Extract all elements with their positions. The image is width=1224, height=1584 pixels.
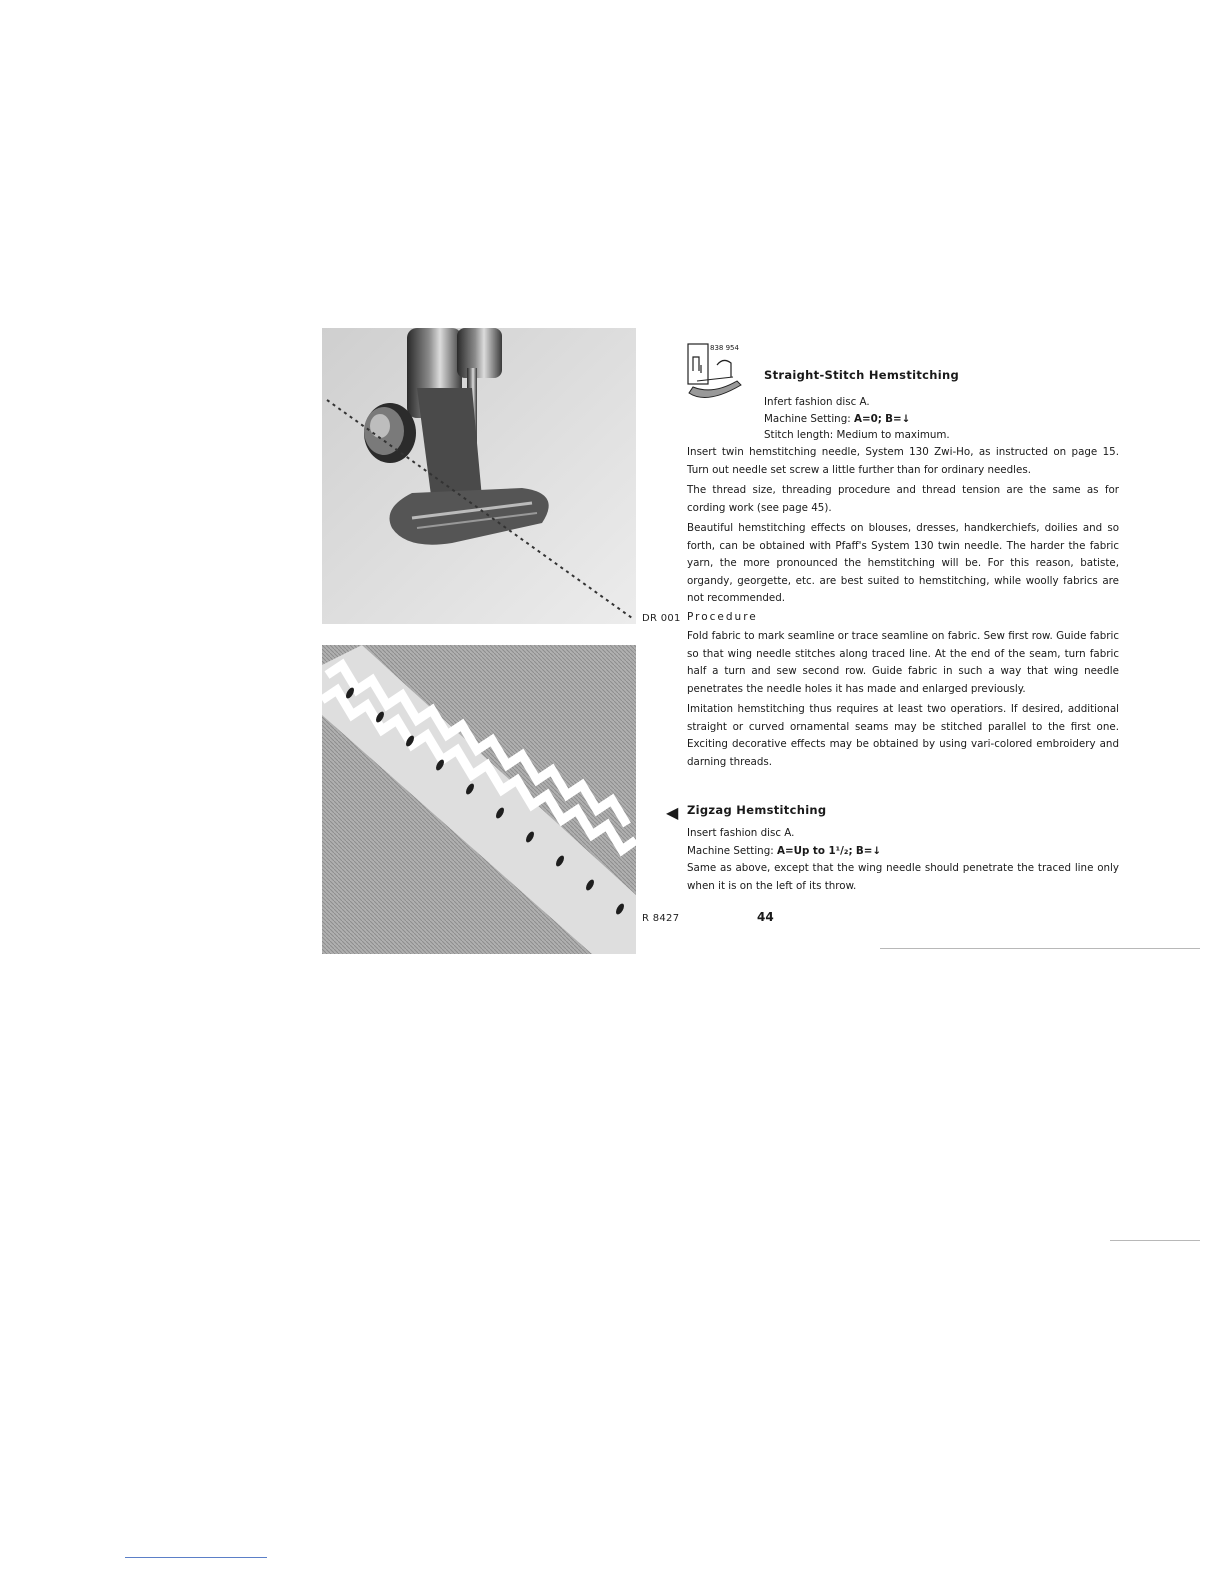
scan-rule	[1110, 1240, 1200, 1241]
down-arrow-icon: ↓	[872, 844, 881, 857]
fashion-disc-line: Insert fashion disc A.	[687, 827, 795, 839]
paragraph: Insert twin hemstitching needle, System 130 Zwi-Ho, as instructed on page 15. Turn out needle set screw a little further than for ordinary needles.	[687, 446, 1119, 476]
section1-settings	[764, 394, 1064, 444]
setting-label: Machine Setting:	[687, 844, 774, 857]
presser-foot-photo	[322, 328, 636, 624]
paragraph: Beautiful hemstitching effects on blouses, dresses, handkerchiefs, doilies and so forth, can be obtained with Pfaff's System 130 twin needle. The harder the fabric yarn, the more pronounced the hemstitching will be. For this reason, batiste, organdy, georgette, etc. are best suited to hemstitching, while woolly fabrics are not recommended.	[687, 522, 1119, 604]
section-title-zigzag: Zigzag Hemstitching	[687, 803, 827, 817]
section2-body	[687, 825, 1119, 895]
machine-setting-line	[764, 411, 1064, 428]
part-number: 838 954	[710, 344, 739, 352]
setting-label: Machine Setting:	[764, 412, 851, 425]
paragraph: Same as above, except that the wing needle should penetrate the traced line only when it is on the left of its throw.	[687, 862, 1119, 892]
paragraph: Imitation hemstitching thus requires at least two operatiors. If desired, additional straight or curved ornamental seams may be stitched parallel to the first one. Exciting decorative effects may be obtained by using vari-colored embroidery and darning threads.	[687, 703, 1119, 768]
procedure-body	[687, 628, 1119, 771]
machine-setting-line	[687, 843, 1119, 861]
figure-label-dr001: DR 001	[642, 613, 681, 624]
zigzag-hemstitch-photo	[322, 645, 636, 954]
setting-a: A=Up to 1¹/₂;	[777, 844, 853, 857]
setting-b: B=	[885, 412, 902, 425]
section1-body	[687, 444, 1119, 608]
down-arrow-icon: ↓	[901, 412, 911, 425]
scan-rule	[125, 1557, 267, 1558]
presser-foot-icon	[687, 343, 743, 409]
figure-label-r8427: R 8427	[642, 913, 680, 924]
fashion-disc-line: Infert fashion disc A.	[764, 396, 870, 408]
paragraph: The thread size, threading procedure and thread tension are the same as for cording work (see page 45).	[687, 484, 1119, 514]
stitch-length-line: Stitch length: Medium to maximum.	[764, 429, 950, 441]
setting-a: A=0;	[854, 412, 882, 425]
setting-b: B=	[855, 844, 873, 857]
paragraph: Fold fabric to mark seamline or trace seamline on fabric. Sew first row. Guide fabric so that wing needle stitches along traced line. At the end of the seam, turn fabric half a turn and sew second row. Guide fabric in such a way that wing needle penetrates the needle holes it has made and enlarged previously.	[687, 630, 1119, 695]
section-title-straight: Straight-Stitch Hemstitching	[764, 368, 960, 382]
scan-rule	[880, 948, 1200, 949]
pointer-left-icon: ◀	[666, 803, 679, 822]
page-number: 44	[757, 910, 774, 924]
procedure-heading: Procedure	[687, 611, 758, 623]
